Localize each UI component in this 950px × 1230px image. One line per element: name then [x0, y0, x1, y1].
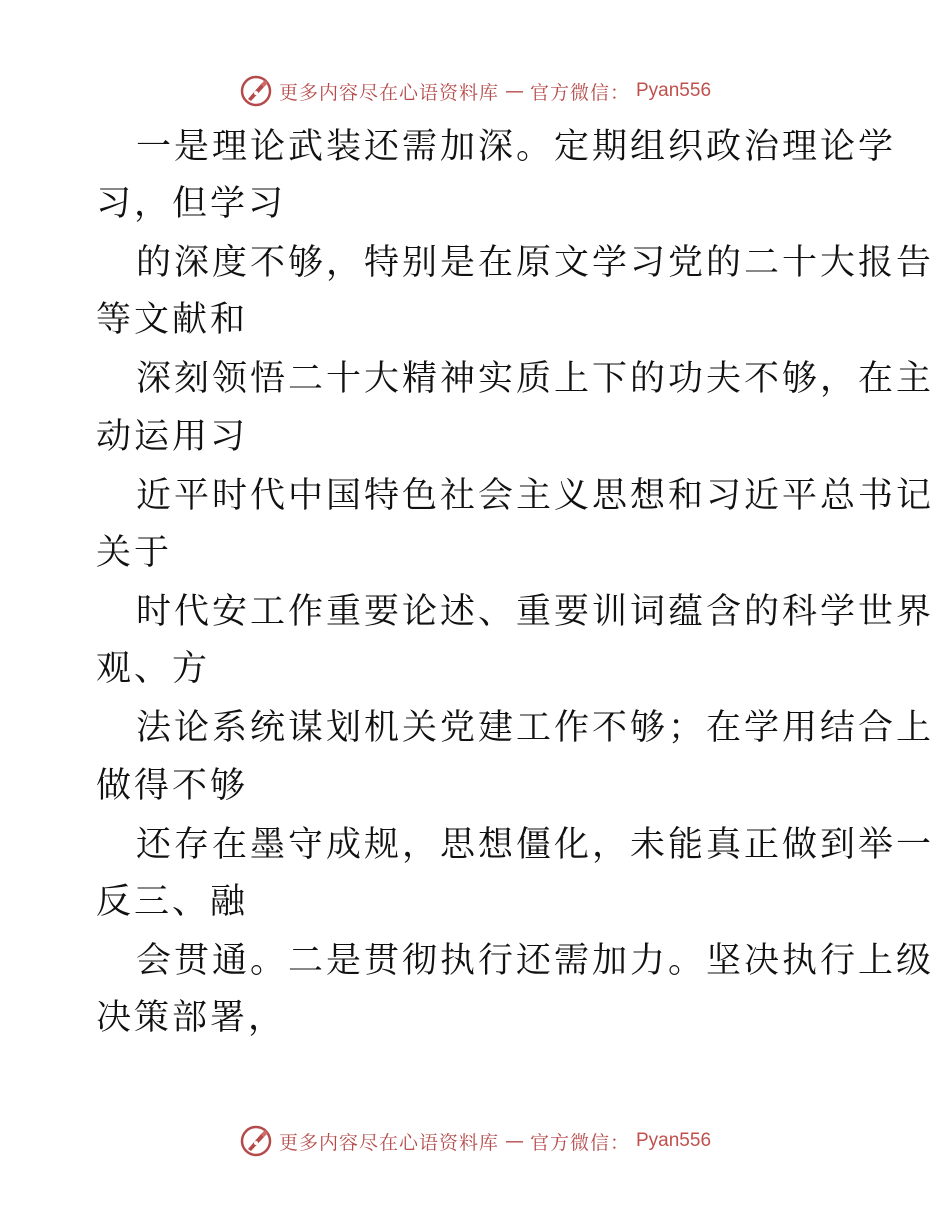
body-line: 关于 [96, 533, 173, 573]
body-line: 一是理论武装还需加深。定期组织政治理论学 [136, 127, 897, 167]
body-line: 习，但学习 [96, 184, 287, 224]
banner-wechat-id: Pyan556 [636, 80, 712, 101]
banner-wechat-label: 官方微信： [529, 1131, 630, 1154]
body-line: 法论系统谋划机关党建工作不够；在学用结合上 [136, 708, 935, 748]
body-line: 深刻领悟二十大精神实质上下的功夫不够，在主 [136, 359, 935, 399]
body-line: 动运用习 [96, 417, 249, 457]
body-line: 反三、融 [96, 882, 249, 922]
banner-dash: — [504, 80, 524, 102]
banner-text: 更多内容尽在心语资料库 [278, 81, 499, 104]
footer-banner [0, 1121, 950, 1161]
banner-wechat-label: 官方微信： [529, 81, 630, 104]
pen-logo-icon [239, 1124, 273, 1158]
body-line: 决策部署， [96, 998, 287, 1038]
header-banner [0, 71, 950, 111]
banner-wechat-id: Pyan556 [636, 1130, 712, 1151]
body-line: 还存在墨守成规，思想僵化，未能真正做到举一 [136, 825, 935, 865]
body-line: 做得不够 [96, 766, 249, 806]
body-line: 时代安工作重要论述、重要训词蕴含的科学世界 [136, 592, 935, 632]
body-line: 的深度不够，特别是在原文学习党的二十大报告 [136, 243, 935, 283]
body-line: 会贯通。二是贯彻执行还需加力。坚决执行上级 [136, 941, 935, 981]
body-line: 等文献和 [96, 300, 249, 340]
pen-logo-icon [239, 74, 273, 108]
body-line: 近平时代中国特色社会主义思想和习近平总书记 [136, 476, 935, 516]
body-line: 观、方 [96, 649, 211, 689]
banner-dash: — [504, 1130, 524, 1152]
banner-text: 更多内容尽在心语资料库 [278, 1131, 499, 1154]
